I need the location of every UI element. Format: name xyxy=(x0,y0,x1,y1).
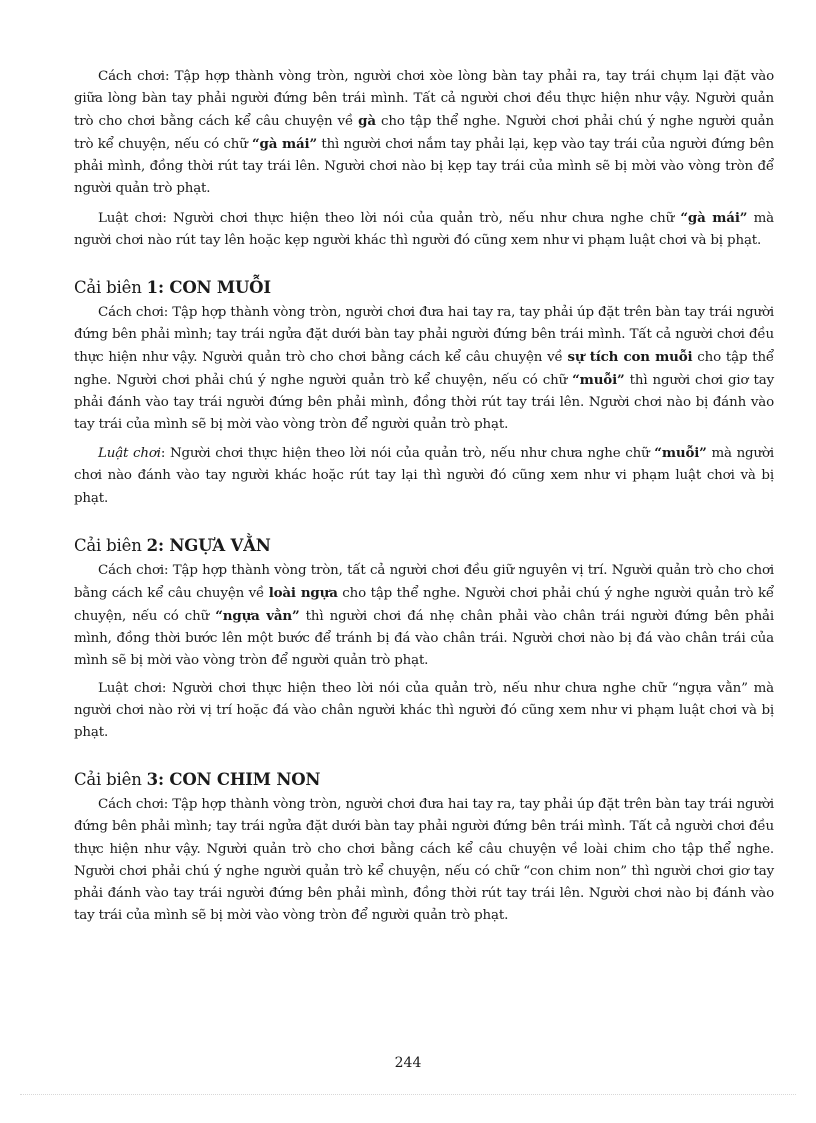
variant1-heading xyxy=(74,278,774,297)
bold-term: “gà mái” xyxy=(680,209,748,226)
text: : Người chơi thực hiện theo lời nói của quản trò, nếu như chưa nghe chữ xyxy=(160,446,655,462)
text: cho tập thể nghe. Người chơi phải chú ý nghe người quản trò kể chuyện, nếu có chữ xyxy=(74,349,775,389)
variant1-luat-choi xyxy=(74,442,774,509)
bold-term: “ngựa vằn” xyxy=(215,607,300,624)
page-content xyxy=(74,66,774,933)
variant2-heading xyxy=(74,536,774,555)
text: Cách chơi: Tập hợp thành vòng tròn, tất cả người chơi đều giữ nguyên vị trí. Người quản trò cho chơi bằng cách kể câu chuyện về xyxy=(74,562,774,601)
text: mà người chơi nào đánh vào tay người khác hoặc rút tay lại thì người đó cũng xem như vi phạm luật chơi và bị phạt. xyxy=(74,446,774,506)
text: Cách chơi: Tập hợp thành vòng tròn, người chơi đưa hai tay ra, tay phải úp đặt trên bàn tay trái người đứng bên phải mình; tay trái ngửa đặt dưới bàn tay phải người đứng bên trái mình. Tất cả người chơi đều thực hiện như vậy. Người quản trò cho chơi bằng cách kể câu chuyện về xyxy=(74,304,774,365)
intro-cach-choi xyxy=(74,66,774,201)
bold-term: gà xyxy=(358,113,376,130)
text: thì người chơi nắm tay phải lại, kẹp vào tay trái của người đứng bên phải mình, đồng thời rút tay trái lên. Người chơi nào bị kẹp tay trái của mình sẽ bị mời vào vòng tròn để người quản trò phạt. xyxy=(74,137,775,197)
bold-term: “muỗi” xyxy=(654,445,707,462)
bold-term: loài ngựa xyxy=(268,584,338,601)
intro-luat-choi xyxy=(74,207,774,252)
variant2-luat-choi: Luật chơi: Người chơi thực hiện theo lời nói của quản trò, nếu như chưa nghe chữ “ngựa vằn” mà người chơi nào rời vị trí hoặc đá vào chân người khác thì người đó cũng xem như vi phạm luật chơi và bị phạt. xyxy=(74,681,774,741)
heading-prefix: Cải biên xyxy=(74,770,147,790)
text: Cách chơi: Tập hợp thành vòng tròn, người chơi xòe lòng bàn tay phải ra, tay trái chụm lại đặt vào giữa lòng bàn tay phải người đứng bên trái mình. Tất cả người chơi đều thực hiện như vậy. Người quản trò cho chơi bằng cách kể câu chuyện về xyxy=(74,69,774,130)
variant3-heading xyxy=(74,770,774,789)
heading-title: 1: CON MUỖI xyxy=(146,277,271,297)
text: Luật chơi: Người chơi thực hiện theo lời nói của quản trò, nếu như chưa nghe chữ xyxy=(98,210,681,226)
bold-term: “muỗi” xyxy=(572,372,625,389)
text: cho tập thể nghe. Người chơi phải chú ý nghe người quản trò kể chuyện, nếu có chữ xyxy=(74,114,774,153)
text: cho tập thể nghe. Người chơi phải chú ý nghe người quản trò kể chuyện, nếu có chữ xyxy=(74,585,774,624)
bold-term: sự tích con muỗi xyxy=(567,348,693,365)
bold-term: “gà mái” xyxy=(251,136,318,153)
heading-title: 2: NGỰA VẰN xyxy=(146,535,271,555)
heading-prefix: Cải biên xyxy=(74,535,147,555)
page-bottom-divider xyxy=(20,1094,796,1095)
italic-label: Luật chơi xyxy=(98,446,161,462)
text: thì người chơi giơ tay phải đánh vào tay trái người đứng bên phải mình, đồng thời rút tay trái lên. Người chơi nào bị đánh vào tay trái của mình sẽ bị mời vào vòng tròn để người quản trò phạt. xyxy=(74,373,774,433)
text: mà người chơi nào rút tay lên hoặc kẹp người khác thì người đó cũng xem như vi phạm luật chơi và bị phạt. xyxy=(74,210,774,248)
page-number: 244 xyxy=(394,1055,422,1071)
variant1-cach-choi xyxy=(74,302,774,437)
text: thì người chơi đá nhẹ chân phải vào chân trái người đứng bên phải mình, đồng thời bước lên một bước để tránh bị đá vào chân trái. Người chơi nào bị đá vào chân trái của mình sẽ bị mời vào vòng tròn để người quản trò phạt. xyxy=(74,608,775,668)
heading-prefix: Cải biên xyxy=(74,277,147,297)
variant3-cach-choi: Cách chơi: Tập hợp thành vòng tròn, người chơi đưa hai tay ra, tay phải úp đặt trên bàn tay trái người đứng bên phải mình; tay trái ngửa đặt dưới bàn tay phải người đứng bên trái mình. Tất cả người chơi đều thực hiện như vậy. Người quản trò cho chơi bằng cách kể câu chuyện về loài chim cho tập thể nghe. Người chơi phải chú ý nghe người quản trò kể chuyện, nếu có chữ “con chim non” thì người chơi giơ tay phải đánh vào tay trái người đứng bên phải mình, đồng thời rút tay trái lên. Người chơi nào bị đánh vào tay trái của mình sẽ bị mời vào vòng tròn để người quản trò phạt. xyxy=(74,797,774,923)
heading-title: 3: CON CHIM NON xyxy=(146,770,321,790)
variant2-cach-choi xyxy=(74,560,774,672)
